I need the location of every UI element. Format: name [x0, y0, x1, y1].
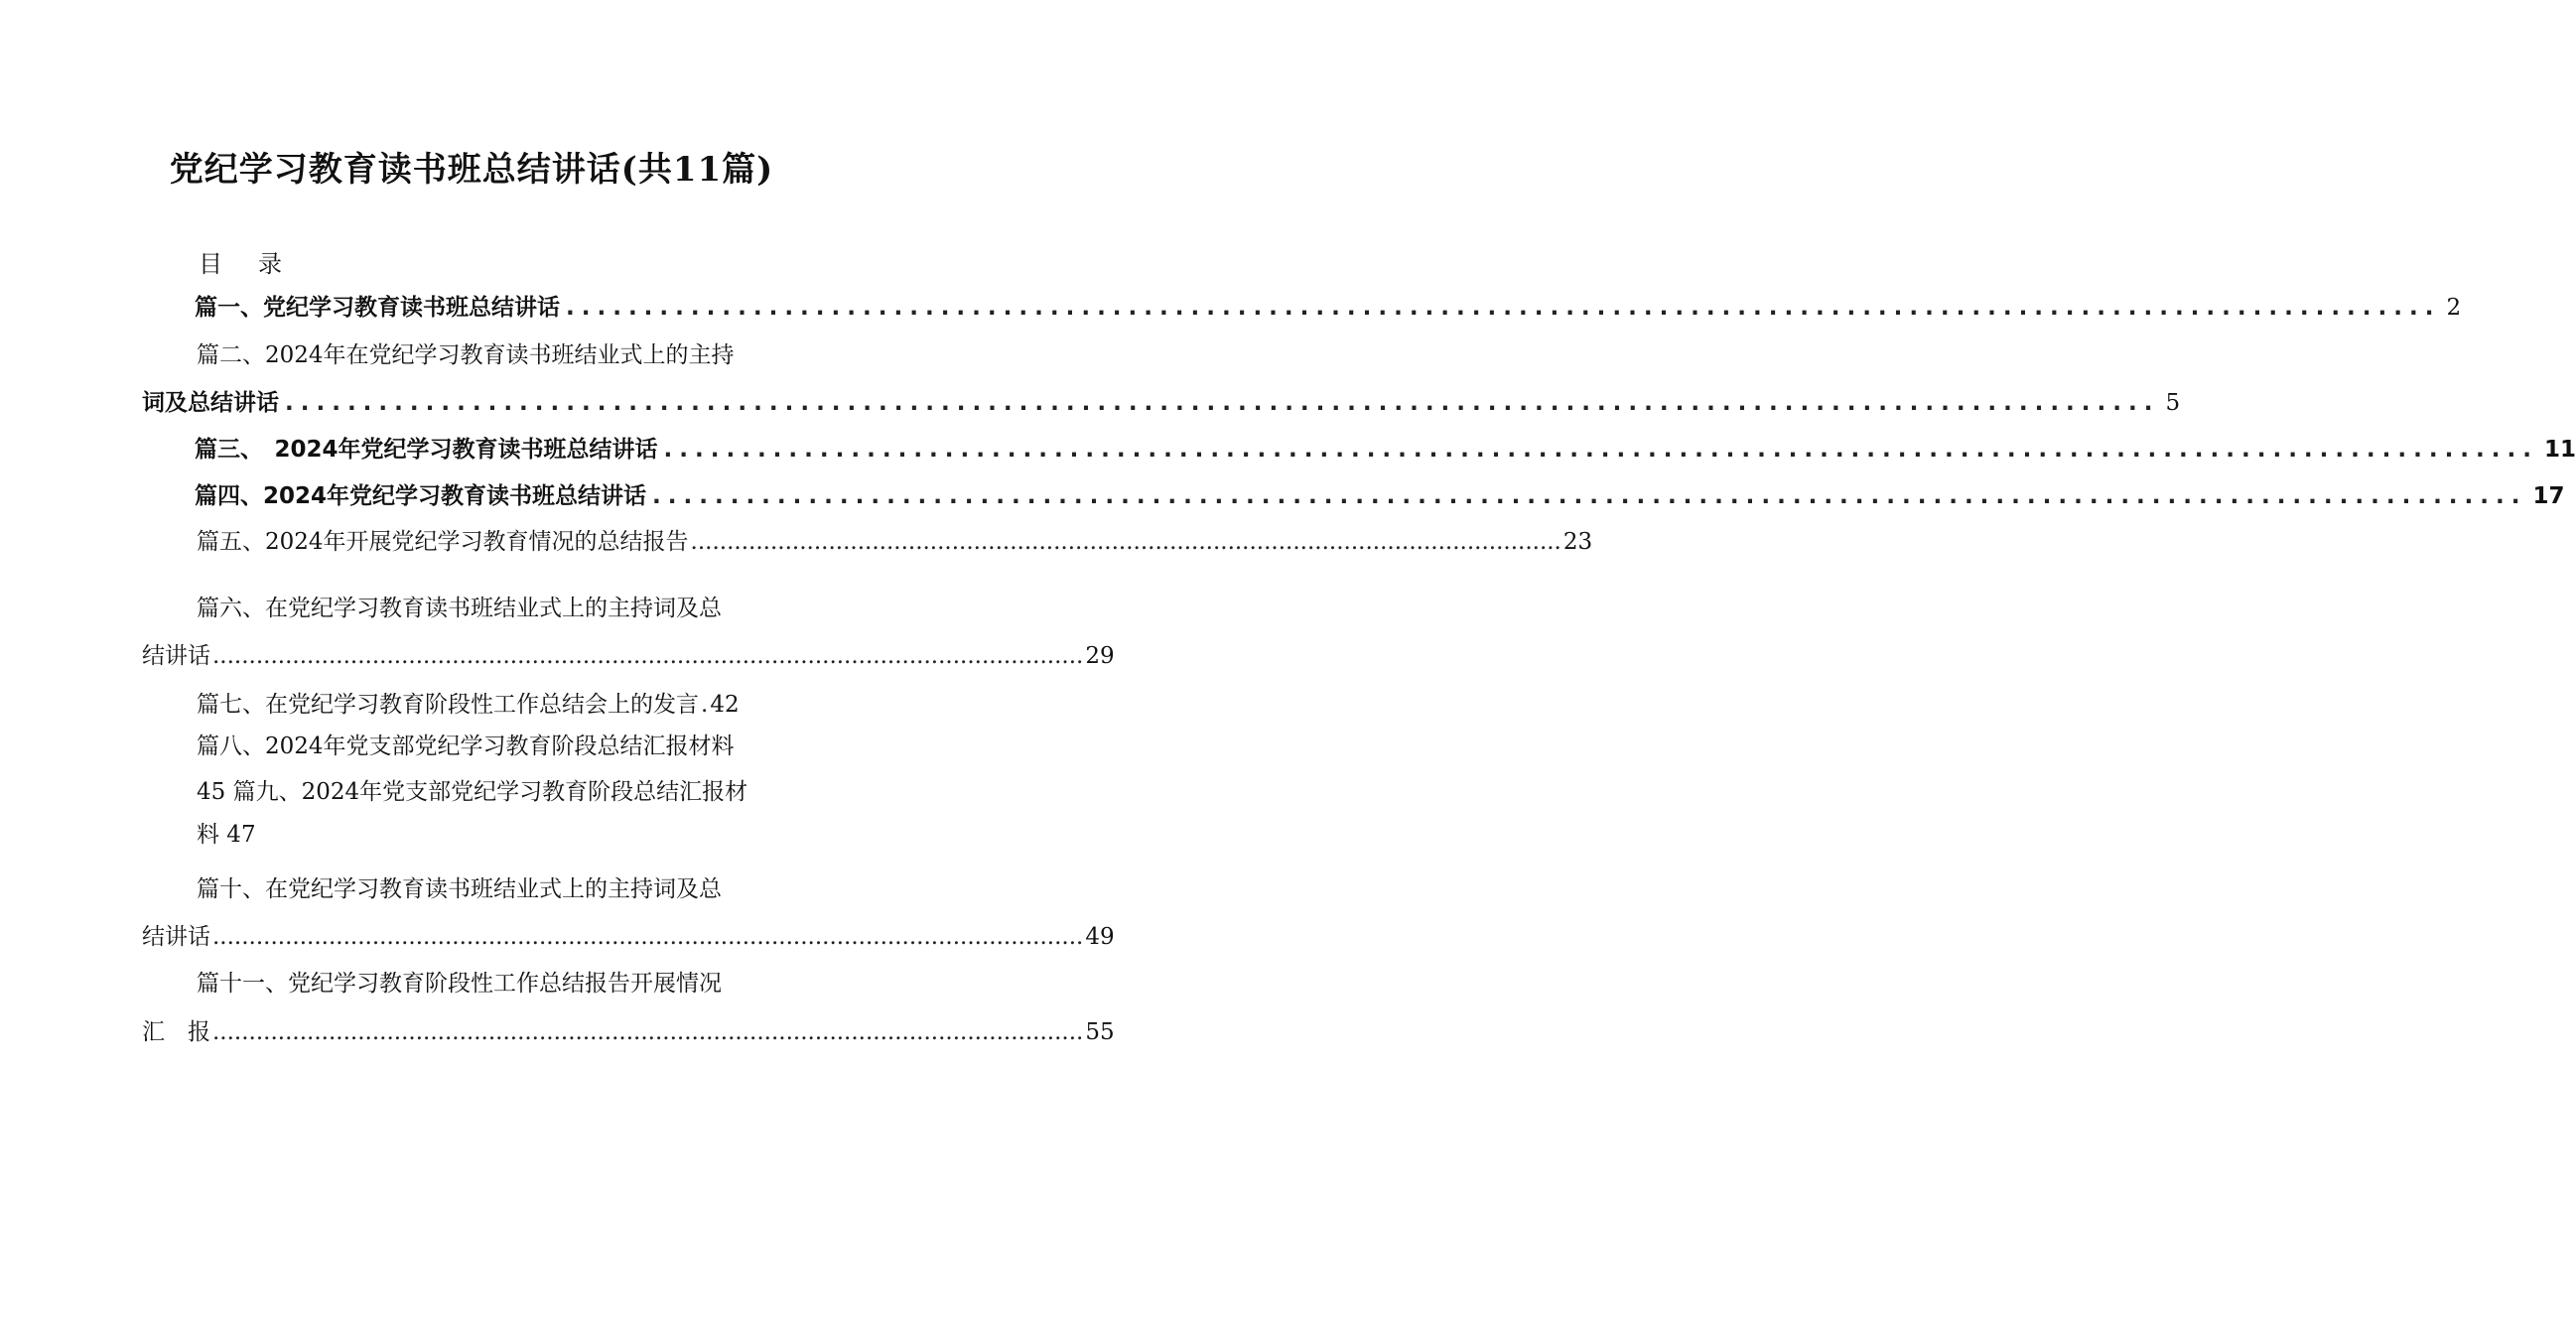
dot-leader: ........................................................................................................................ [663, 437, 2538, 463]
toc-page-number: 23 [1562, 529, 1593, 555]
dot-leader: ........................................................................................................................ [212, 924, 1084, 950]
toc-entry-text: 篇三、 2024年党纪学习教育读书班总结讲话 [195, 437, 658, 463]
dot-leader: ........................................................................................................................ [212, 643, 1084, 669]
dot-leader: ........................................................................................................................ [652, 483, 2527, 509]
toc-heading: 目 录 [199, 250, 288, 278]
toc-entry-4[interactable] [195, 480, 2565, 512]
toc-entry-text: 汇 报 [142, 1019, 210, 1045]
toc-page-number: 11 [2544, 437, 2576, 463]
toc-entry-2-line1[interactable]: 篇二、2024年在党纪学习教育读书班结业式上的主持 [197, 342, 735, 368]
toc-page-number: 17 [2532, 483, 2565, 509]
toc-entry-text: 结讲话 [142, 924, 210, 950]
toc-entry-text: 篇五、2024年开展党纪学习教育情况的总结报告 [197, 529, 689, 555]
toc-entry-8-line1[interactable]: 篇八、2024年党支部党纪学习教育阶段总结汇报材料 [197, 734, 735, 759]
dot-leader: ........................................................................................................................ [566, 295, 2441, 321]
toc-page-number: 2 [2446, 295, 2462, 321]
dot-leader: . [701, 692, 709, 718]
toc-entry-10-line2[interactable] [142, 921, 1115, 953]
toc-entry-2-line2[interactable] [142, 387, 2181, 419]
toc-entry-text: 篇四、2024年党纪学习教育读书班总结讲话 [195, 483, 647, 509]
toc-entry-7[interactable] [197, 689, 798, 721]
toc-page-number: 55 [1085, 1019, 1115, 1045]
toc-entry-text: 结讲话 [142, 643, 210, 669]
toc-page-number: 42 [710, 692, 740, 718]
toc-entry-11-line1[interactable]: 篇十一、党纪学习教育阶段性工作总结报告开展情况 [197, 971, 722, 997]
toc-entry-text: 篇七、在党纪学习教育阶段性工作总结会上的发言 [197, 692, 699, 718]
dot-leader: ........................................................................................................................ [285, 390, 2160, 416]
toc-entry-11-line2[interactable] [142, 1016, 1115, 1048]
toc-entry-6-line1[interactable]: 篇六、在党纪学习教育读书班结业式上的主持词及总 [197, 596, 722, 621]
toc-entry-3[interactable] [195, 434, 2576, 466]
toc-entry-1[interactable] [195, 292, 2462, 324]
toc-entry-5[interactable] [197, 526, 1593, 558]
toc-entry-6-line2[interactable] [142, 640, 1115, 672]
toc-entry-10-line1[interactable]: 篇十、在党纪学习教育读书班结业式上的主持词及总 [197, 876, 722, 902]
document-title: 党纪学习教育读书班总结讲话(共11篇) [169, 150, 774, 190]
dot-leader: ........................................................................................................................ [690, 529, 1561, 555]
toc-page-number: 5 [2165, 390, 2181, 416]
toc-page-number: 29 [1085, 643, 1115, 669]
toc-entry-text: 篇一、党纪学习教育读书班总结讲话 [195, 295, 560, 321]
toc-entry-8-line3[interactable]: 料 47 [197, 822, 256, 848]
toc-page-number: 49 [1085, 924, 1115, 950]
dot-leader: ........................................................................................................................ [212, 1019, 1084, 1045]
toc-entry-text: 词及总结讲话 [142, 390, 279, 416]
toc-entry-8-line2[interactable]: 45 篇九、2024年党支部党纪学习教育阶段总结汇报材 [197, 779, 748, 805]
